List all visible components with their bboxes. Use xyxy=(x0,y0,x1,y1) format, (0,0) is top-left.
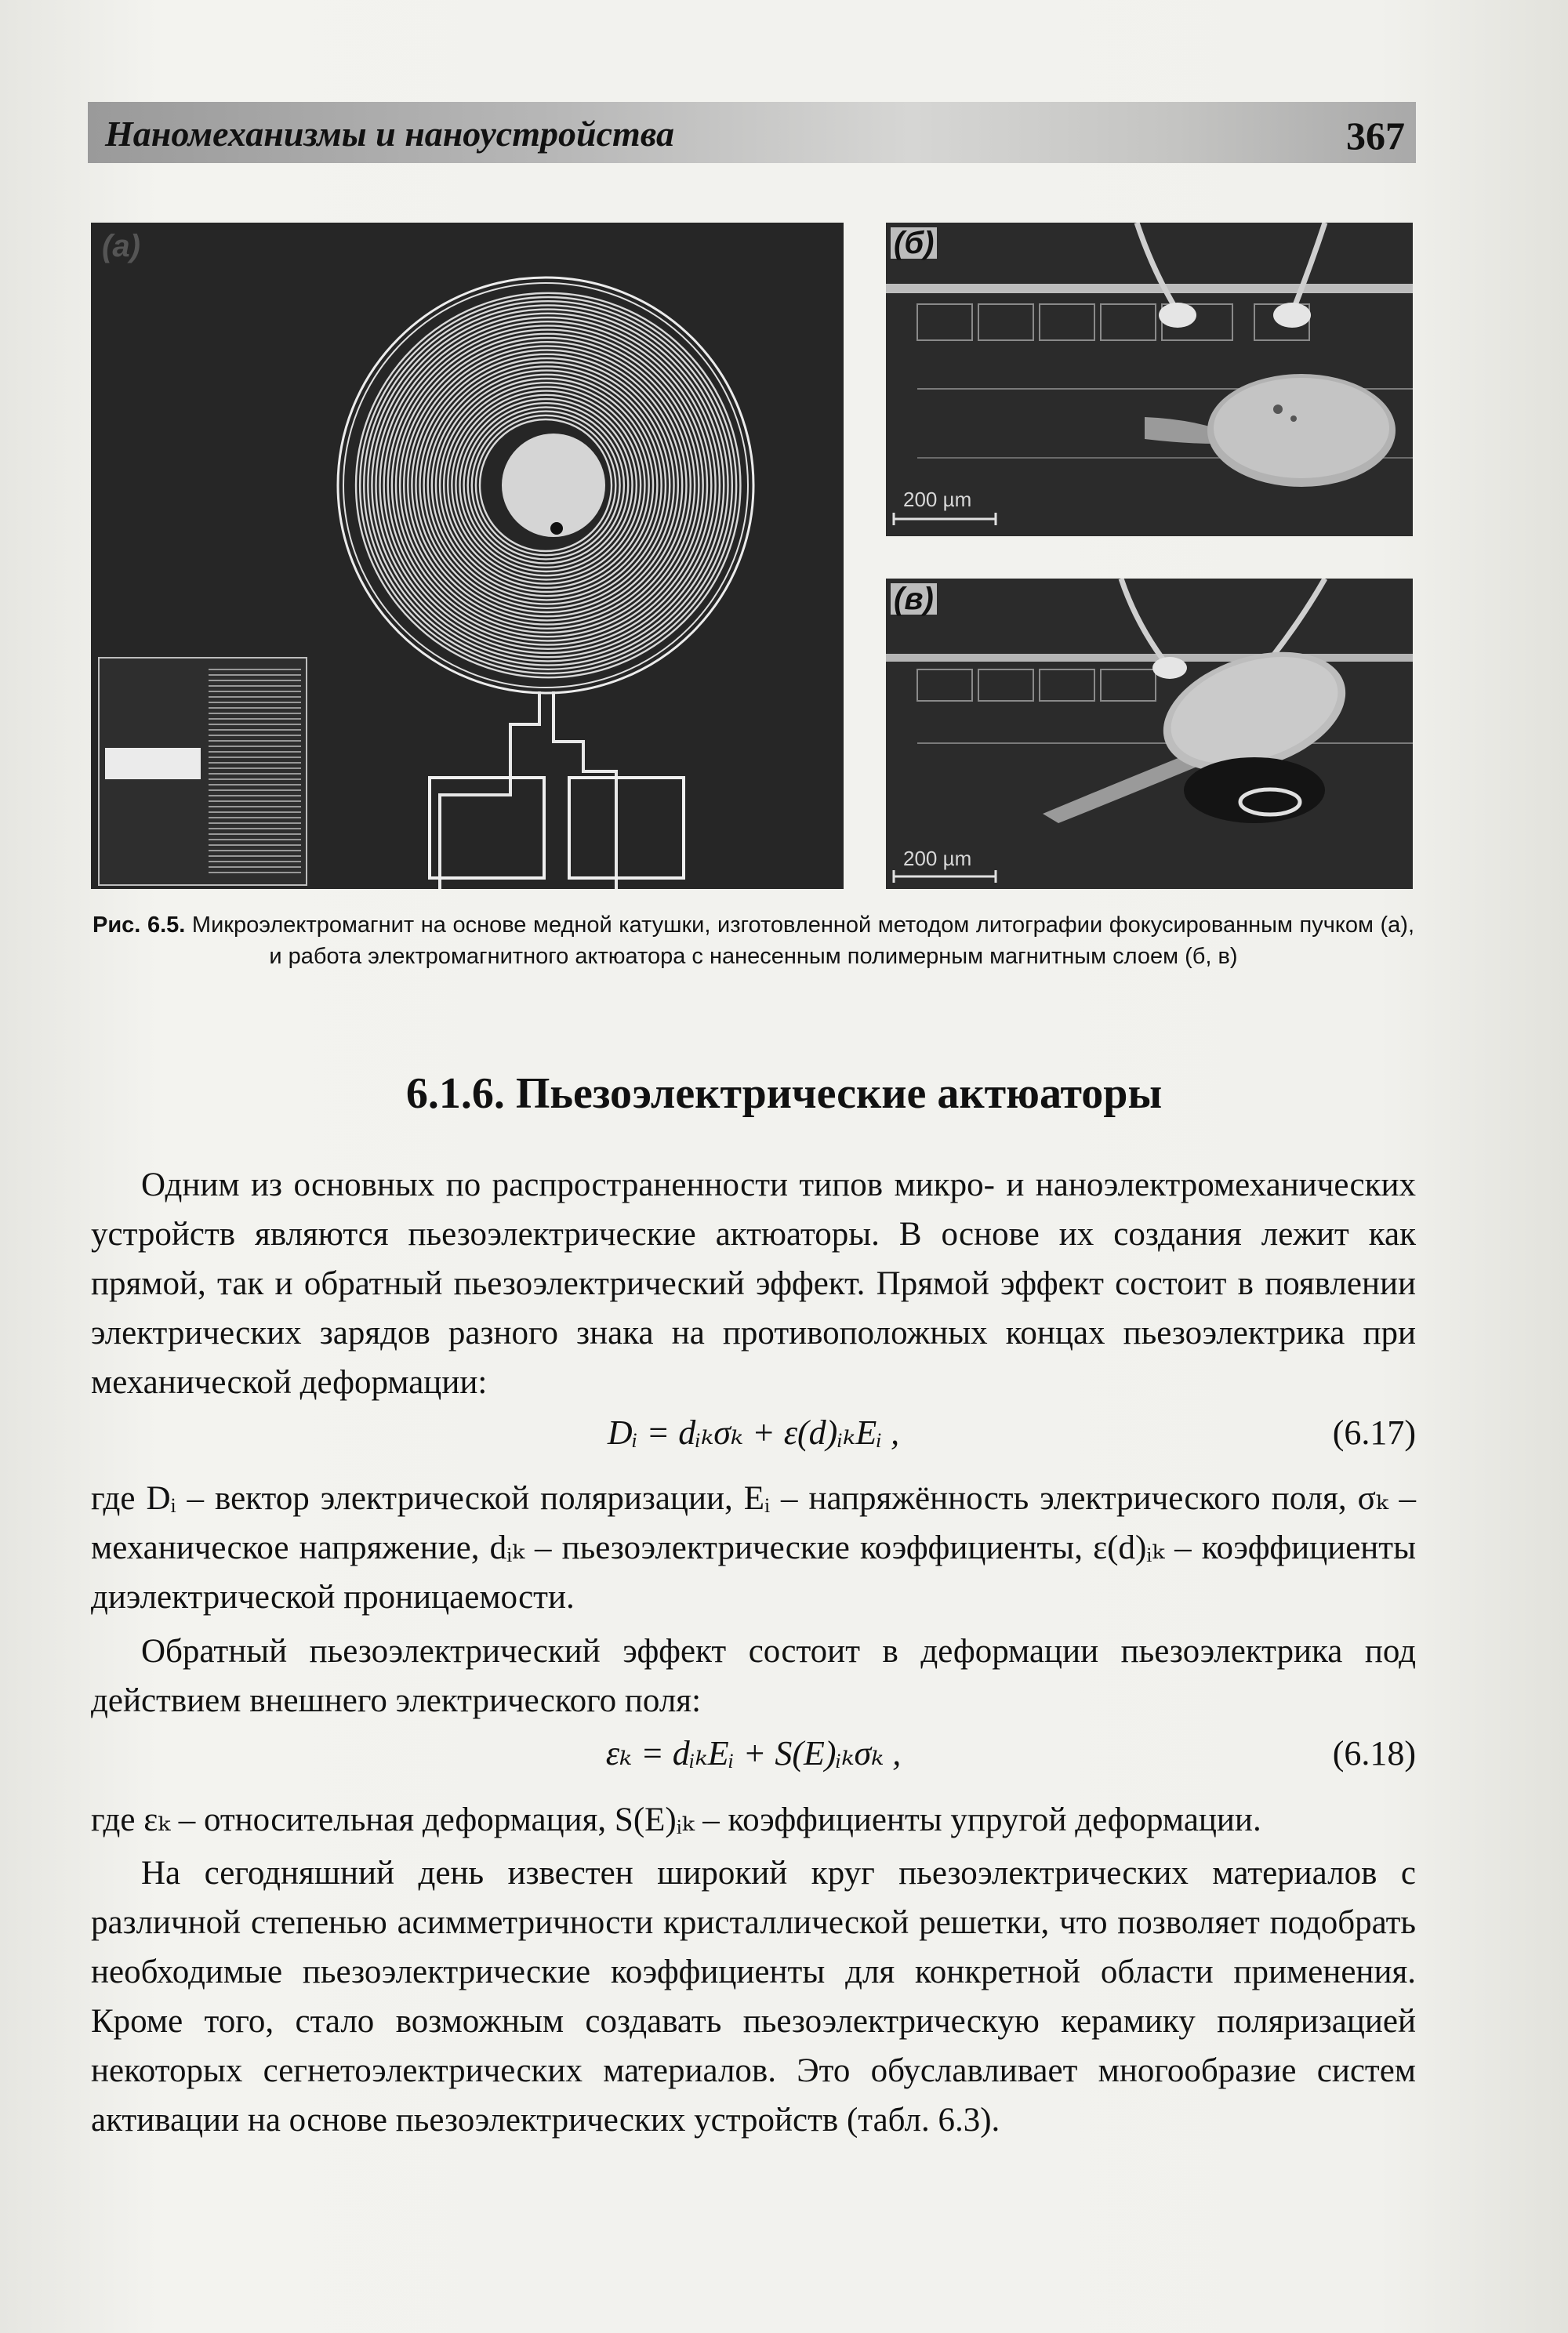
figure-panel-b xyxy=(886,223,1413,536)
paragraph-3: Обратный пьезоэлектрический эффект состоит в деформации пьезоэлектрика под действием внешнего электрического поля: xyxy=(91,1633,1416,1719)
figure-caption-label: Рис. 6.5. xyxy=(93,913,186,938)
figure-caption-text: Микроэлектромагнит на основе медной катушки, изготовленной методом литографии фокусированным пучком (а), и работа электромагнитного актюатора с нанесенным полимерным магнитным слоем (б, в) xyxy=(191,913,1414,969)
panel-b-label: (б) xyxy=(891,227,937,259)
panel-a-label: (а) xyxy=(102,229,140,263)
equation-6-17 xyxy=(91,1408,1416,1457)
actuator-micrograph-v xyxy=(886,579,1413,889)
figure-caption xyxy=(93,909,1414,972)
equation-6-17-expression: Dᵢ = dᵢₖσₖ + ε(d)ᵢₖEᵢ , xyxy=(607,1413,900,1452)
panel-v-label: (в) xyxy=(891,583,937,615)
page-number: 367 xyxy=(1346,114,1405,158)
equation-6-18-expression: εₖ = dᵢₖEᵢ + S(E)ᵢₖσₖ , xyxy=(605,1734,902,1772)
scale-bar-b-label: 200 µm xyxy=(903,488,972,511)
running-header-title: Наномеханизмы и наноустройства xyxy=(105,114,675,154)
paragraph-5: На сегодняшний день известен широкий круг пьезоэлектрических материалов с различной степенью асимметричности кристаллической решетки, что позволяет подобрать необходимые пьезоэлектрические коэффициенты для конкретной области применения. Кроме того, стало возможным создавать пьезоэлектрическую керамику поляризацией некоторых сегнетоэлектрических материалов. Это обуславливает многообразие систем активации на основе пьезоэлектрических устройств (табл. 6.3). xyxy=(91,1855,1416,2139)
scale-bar-v-label: 200 µm xyxy=(903,847,972,870)
equation-6-17-number: (6.17) xyxy=(1332,1413,1416,1452)
paragraph-2: где Dᵢ – вектор электрической поляризации, Eᵢ – напряжённость электрического поля, σₖ – механическое напряжение, dᵢₖ – пьезоэлектрические коэффициенты, ε(d)ᵢₖ – коэффициенты диэлектрической проницаемости. xyxy=(91,1480,1416,1616)
paragraph-4: где εₖ – относительная деформация, S(E)ᵢₖ – коэффициенты упругой деформации. xyxy=(91,1801,1261,1838)
section-heading: 6.1.6. Пьезоэлектрические актюаторы xyxy=(405,1069,1163,1118)
coil-micrograph xyxy=(91,223,844,889)
figure-panel-v xyxy=(886,579,1413,889)
equation-6-18-number: (6.18) xyxy=(1332,1734,1416,1772)
figure-panel-a xyxy=(91,223,844,889)
equation-6-18 xyxy=(91,1729,1416,1778)
paragraph-1: Одним из основных по распространенности типов микро- и наноэлектромеханических устройств являются пьезоэлектрические актюаторы. В основе их создания лежит как прямой, так и обратный пьезоэлектрический эффект. Прямой эффект состоит в появлении электрических зарядов разного знака на противоположных концах пьезоэлектрика при механической деформации: xyxy=(91,1166,1416,1401)
